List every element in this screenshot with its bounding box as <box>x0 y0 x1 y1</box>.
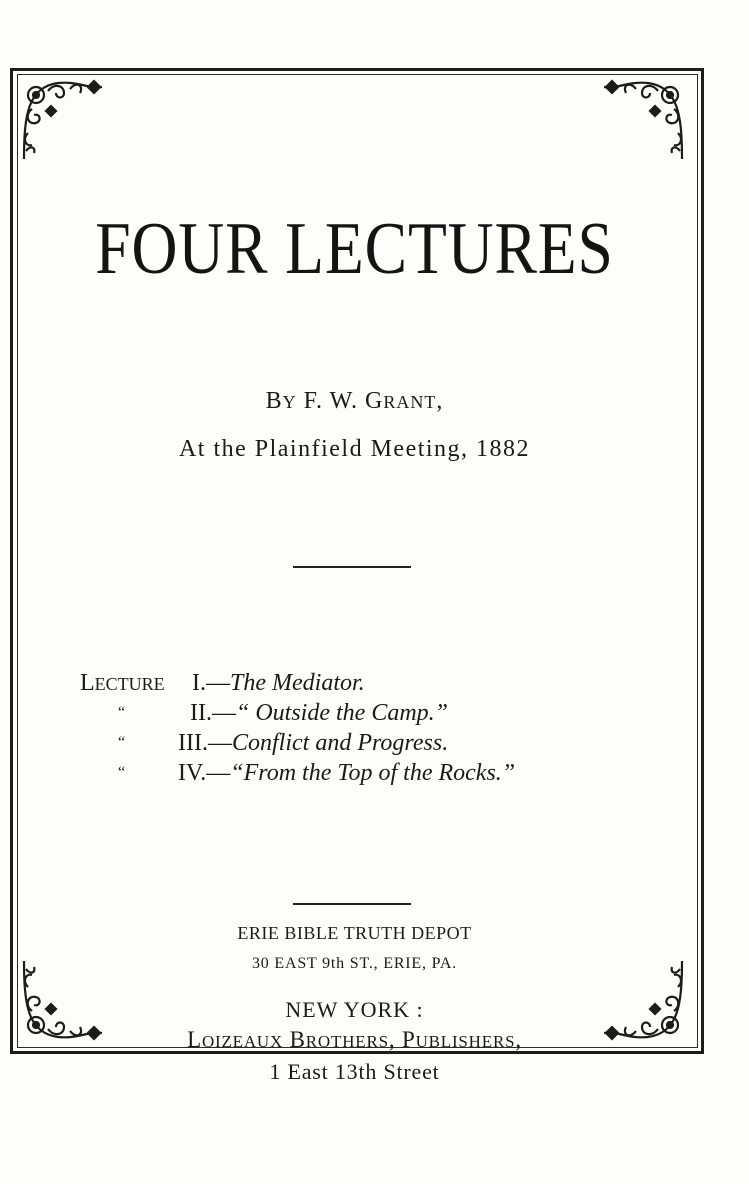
divider-rule <box>293 566 411 568</box>
byline-prefix-cap: B <box>265 388 283 414</box>
publisher-city: NEW YORK : <box>285 997 424 1022</box>
publisher-street: 1 East 13th Street <box>269 1059 440 1084</box>
lecture-line <box>192 668 365 698</box>
author-byline <box>40 388 669 415</box>
lecture-item <box>80 668 700 698</box>
meeting-line: At the Plainfield Meeting, 1882 <box>178 436 531 462</box>
lecture-number: II.— <box>190 700 236 726</box>
lecture-line <box>190 698 448 728</box>
author-name-small: RANT <box>383 392 437 412</box>
lecture-line <box>178 728 448 758</box>
lecture-number: III.— <box>178 730 232 756</box>
ditto-mark: “ <box>118 734 126 751</box>
lecture-title: Conflict and Progress. <box>231 730 449 756</box>
lecture-item <box>80 758 700 788</box>
lecture-line <box>178 758 515 788</box>
lecture-number: IV.— <box>178 760 231 786</box>
lecture-title: “From the Top of the Rocks.” <box>230 760 516 786</box>
lecture-title: The Mediator. <box>230 670 365 696</box>
lecture-prefix: LECTURE <box>80 670 165 696</box>
publisher-name: LOIZEAUX BROTHERS, PUBLISHERS, <box>187 1027 522 1052</box>
byline-suffix: , <box>436 388 444 414</box>
depot-name: ERIE BIBLE TRUTH DEPOT <box>237 923 472 943</box>
lecture-item <box>80 698 700 728</box>
divider-rule <box>293 903 411 905</box>
lecture-title: “ Outside the Camp.” <box>235 700 448 726</box>
author-name-main: F. W. G <box>303 388 384 414</box>
lecture-number: I.— <box>192 670 230 696</box>
lecture-item <box>80 728 700 758</box>
ditto-mark: “ <box>118 704 126 721</box>
lecture-list <box>80 668 700 788</box>
depot-address: 30 EAST 9th ST., ERIE, PA. <box>252 955 457 972</box>
book-title: FOUR LECTURES <box>95 208 614 290</box>
corner-ornament-icon <box>18 75 108 165</box>
corner-ornament-icon <box>598 75 688 165</box>
ditto-mark: “ <box>118 764 126 781</box>
byline-prefix-small: Y <box>282 392 297 412</box>
